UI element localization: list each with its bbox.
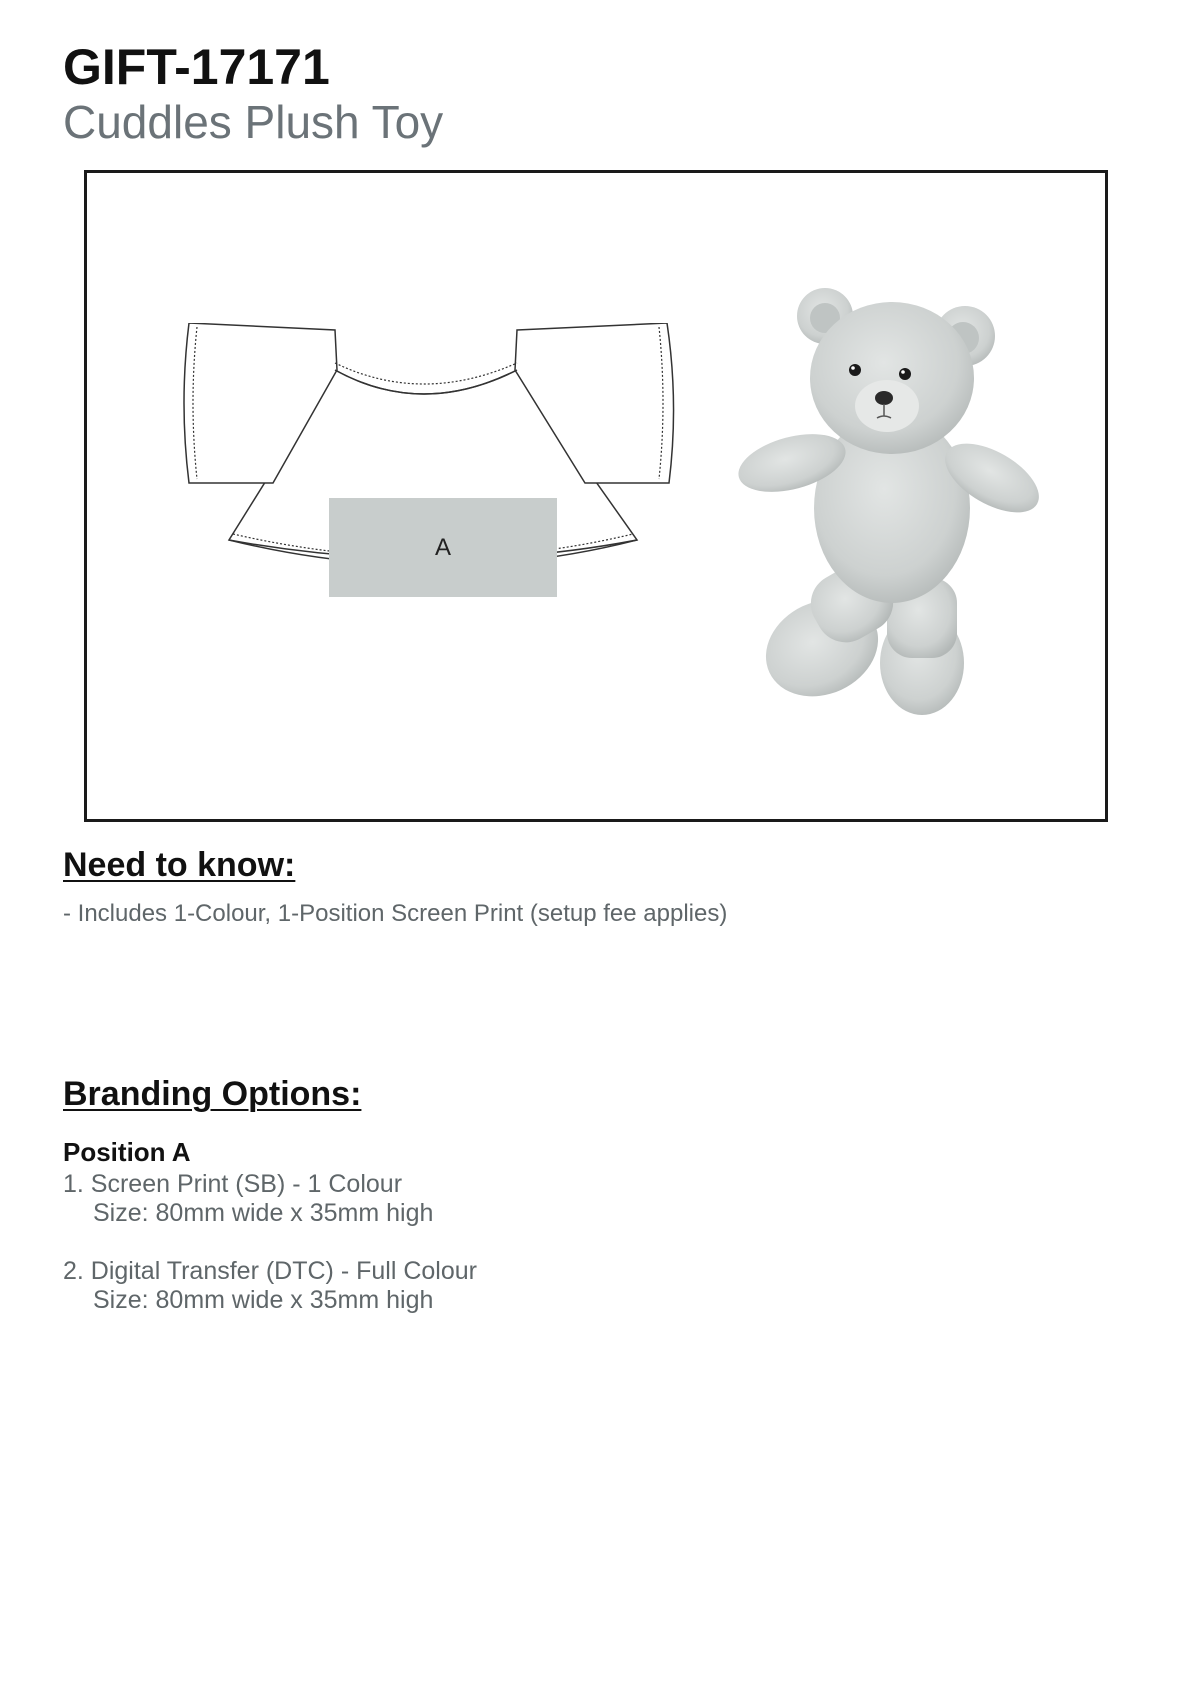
option-label: 2. Digital Transfer (DTC) - Full Colour xyxy=(63,1257,477,1285)
branding-option-2 xyxy=(63,1257,477,1315)
product-image-frame xyxy=(84,170,1108,822)
teddy-bear-image xyxy=(727,278,1067,738)
print-area-a xyxy=(329,498,557,597)
product-code: GIFT-17171 xyxy=(63,39,330,95)
position-a-title: Position A xyxy=(63,1137,191,1167)
print-area-label: A xyxy=(434,533,451,561)
need-to-know-item: - Includes 1-Colour, 1-Position Screen Print (setup fee applies) xyxy=(63,900,728,927)
option-size: Size: 80mm wide x 35mm high xyxy=(93,1286,434,1314)
option-size: Size: 80mm wide x 35mm high xyxy=(93,1199,434,1227)
branding-options-heading: Branding Options: xyxy=(63,1075,362,1113)
branding-option-1 xyxy=(63,1170,433,1228)
need-to-know-heading: Need to know: xyxy=(63,846,296,884)
product-name: Cuddles Plush Toy xyxy=(63,96,444,148)
option-label: 1. Screen Print (SB) - 1 Colour xyxy=(63,1170,403,1198)
